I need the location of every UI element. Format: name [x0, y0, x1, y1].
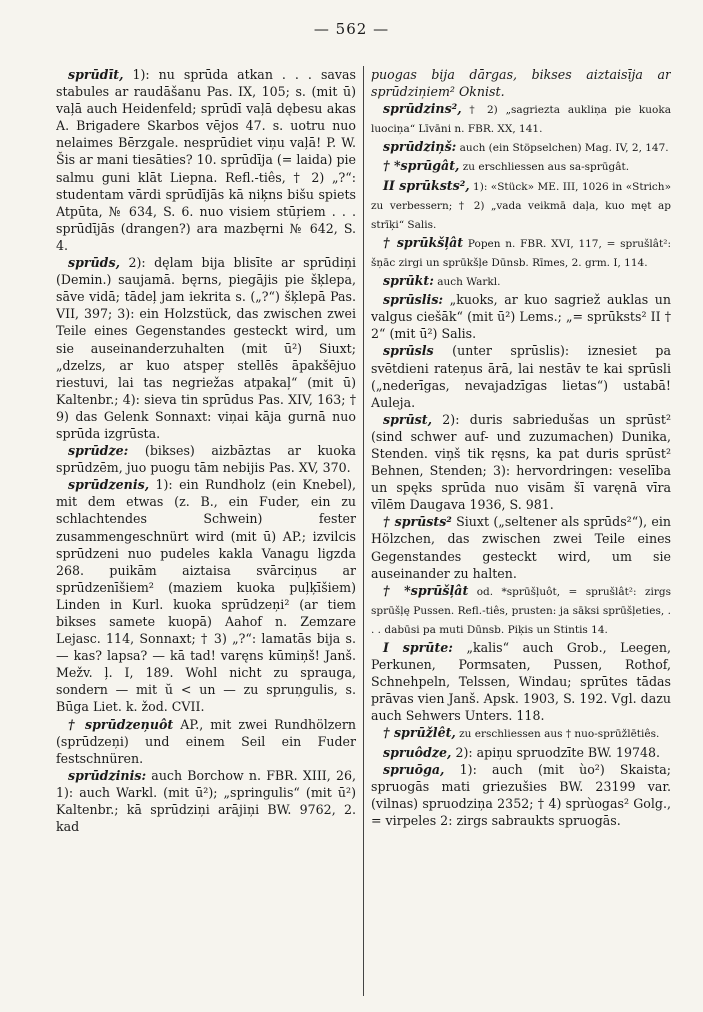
entry-text: 1): nu sprūda atkan . . . savas stabules ar raudāšanu Pas. IX, 105; s. (mit ū) vaļā auch Heidenfeld; sprūdī vaļā dębesu akas A. Brigadere Skarbos vējos 47. s. uotru nuo nelaimes Bērzgale. nesprūdiet viņu vaļā! P. W. Šis ar mani tiesāties? 10. sprūdīja (= laida) pie salmu guni klāt Liepna. Refl.-tiês, † 2) „?“: studentam vārdi sprūdījās kā niķns bišu spiets Atpūta, № 634, S. 6. nuo visiem stūŗiem . . . sprūdījās (drangen?) ara mazbęrni № 642, S. 4.	[56, 67, 356, 253]
headword: spruōga,	[383, 761, 445, 777]
headword: † *sprūšļât	[383, 582, 469, 598]
entry-text: AP., mit zwei Rundhölzern (sprūdzeņi) und einem Seil ein Fuder festschnüren.	[56, 716, 356, 766]
headword: † sprūsts²	[383, 514, 452, 530]
dictionary-entry	[56, 767, 356, 835]
entry-text: „kalis“ auch Grob., Leegen, Perkunen, Pormsaten, Pussen, Rothof, Schnehpeln, Telssen, Windau; sprūtes tādas prāvas vien Janš. Apsk. 1903, S. 192. Vgl. dazu auch Sehwers Unters. 118.	[371, 640, 671, 724]
entry-text: 1): «Stück» ME. III, 1026 in «Strich» zu verbessern; † 2) „vada veikmā daļa, kuo męt ap strīķi“ Salis.	[371, 180, 671, 231]
headword: II sprūksts²,	[383, 177, 470, 193]
dictionary-entry	[371, 582, 671, 639]
entry-text: (bikses) aizbāztas ar kuoka sprūdzēm, juo puogu tām nebijis Pas. XV, 370.	[56, 443, 356, 476]
dictionary-entry	[371, 177, 671, 234]
headword: † *sprūgât,	[383, 158, 460, 174]
entry-text: „kuoks, ar kuo sagriež auklas un valgus ciešāk“ (mit ū²) Lems.; „= sprūksts² II † 2“ (mit ū²) Salis.	[371, 292, 671, 342]
dictionary-entry	[371, 761, 671, 829]
dictionary-entry	[371, 744, 671, 761]
dictionary-entry	[371, 272, 671, 291]
dictionary-entry	[371, 639, 671, 724]
dictionary-entry	[371, 724, 671, 743]
headword: † sprūžlêt,	[383, 725, 456, 741]
headword: sprūdzenis,	[68, 477, 150, 493]
dictionary-entry	[56, 254, 356, 442]
entry-text: zu erschliessen aus † nuo-sprūžlētiês.	[455, 728, 660, 741]
entry-text: † 2) „sagriezta aukliņa pie kuoka luociņa“ Līvāni n. FBR. XX, 141.	[371, 104, 671, 136]
dictionary-entry	[371, 411, 671, 514]
dictionary-entry	[56, 476, 356, 715]
headword: sprūdze:	[68, 443, 129, 459]
entry-text: zu erschliessen aus sa-sprūgât.	[459, 161, 630, 174]
entry-text: 1): ein Rundholz (ein Knebel), mit dem etwas (z. B., ein Fuder, ein zu schlachtendes Schwein) fester zusammengeschnürt wird (mit ū) AP.; izvilcis sprūdzeni nuo pudeles kakla Vanagu ligzda 268. puikām aiztaisa svārciņus ar sprūdzenīšiem² (maziem kuoka puļķīšiem) Linden in Kurl. kuoka sprūdzeņi² (ar tiem bikses samete kuopā) Aahof n. Zemzare Lejasc. 114, Sonnaxt; † 3) „?“: lamatās bija s. — kas? lapsa? — kā tad! varęns kūmiņš! Janš. Mežv. ļ. I, 189. Wohl nicht zu spraugа, sondern — mit ŭ < un — zu spruņgulis, s. Būga Liet. k. žod. CVII.	[56, 477, 356, 715]
headword: sprūst,	[383, 411, 432, 427]
entry-text: auch Borchow n. FBR. XIII, 26, 1): auch Warkl. (mit ū²); „springulis“ (mit ū²) Kaltenbr.; kā sprūdziņi arājiņi BW. 9762, 2. kad	[56, 767, 356, 835]
dictionary-entry	[56, 442, 356, 476]
headword: † sprūdzeņuôt	[68, 716, 174, 732]
dictionary-entry	[371, 138, 671, 157]
entry-text: 1): auch (mit ùo²) Skaista; spruogās mati griezušies BW. 23199 var. (vilnas) spruodziņa 2352; † 4) sprùogas² Golg., = virpeles 2: zirgs sabraukts spruogās.	[371, 761, 671, 828]
entry-text: Siuxt („seltener als sprūds²“), ein Hölzchen, das zwischen zwei Teile eines Gegenstandes gesteckt wird, um sie auseinander zu halten.	[371, 514, 671, 581]
headword: sprūdzinis:	[68, 767, 147, 783]
page-number: — 562 —	[313, 20, 390, 38]
entry-text: (unter sprūslis): iznesiet pa svētdieni rateņus ārā, lai nestāv te kai sprūsli („nederīgas, nevajadzīgas lietas“) ustabā! Auleja.	[371, 343, 671, 410]
dictionary-entry	[371, 100, 671, 138]
headword: sprūslis:	[383, 292, 444, 308]
headword: sprūsls	[383, 343, 434, 359]
entry-text: auch Warkl.	[433, 276, 501, 289]
headword: I sprūte:	[383, 640, 453, 655]
column-divider	[363, 66, 364, 996]
dictionary-entry	[371, 342, 671, 410]
entry-text: 2): apiņu spruodzīte BW. 19748.	[451, 744, 660, 760]
dictionary-entry	[371, 234, 671, 272]
entry-text: Popen n. FBR. XVI, 117, = sprušlât²: šņāc zirgi un sprūkšļe Dūnsb. Rīmes, 2. grm. I, 114.	[371, 237, 671, 269]
dictionary-entry	[371, 291, 671, 342]
right-column	[371, 66, 671, 996]
entry-text: auch (ein Stöpselchen) Mag. IV, 2, 147.	[456, 142, 669, 155]
headword: sprūdziņš:	[383, 139, 457, 155]
dictionary-entry	[56, 716, 356, 767]
headword: sprūkt:	[383, 273, 434, 289]
headword: sprūdzins²,	[383, 101, 462, 117]
dictionary-entry	[371, 513, 671, 581]
dictionary-entry-continuation	[371, 66, 671, 100]
left-column	[56, 66, 356, 996]
headword: spruôdze,	[383, 744, 452, 760]
headword: sprūdīt,	[68, 67, 124, 82]
entry-text: puogas bija dārgas, bikses aiztaisīja ar sprūdziņiem² Oknist.	[371, 67, 671, 100]
entry-text: 2): duris sabriedušas un sprūst² (sind schwer auf- und zuzumachen) Dunika, Stenden. viņš tik ręsns, ka pat duris sprūst² Behnen, Stenden; 3): hervordringen: veselība un spęks sprūda nuo visām šī varęnā vīra vīlēm Daugava 1936, S. 981.	[371, 411, 671, 513]
dictionary-entry	[371, 157, 671, 176]
entry-text: od. *sprūšļuôt, = sprušlât²: zirgs sprūšļę Pussen. Refl.-tiês, prusten: ja sāksi sprūšļeties, . . . dabūsi pa muti Dūnsb. Piķis un Stintis 14.	[371, 585, 671, 636]
dictionary-entry	[56, 66, 356, 254]
headword: sprūds,	[68, 255, 120, 271]
entry-text: 2): dęlam bija blisīte ar sprūdiņi (Demin.) saujamā. bęrns, piegājis pie šķlepa, sāve vidā; tādeļ jam iekrita s. („?“) šķlepā Pas. VII, 397; 3): ein Holzstück, das zwischen zwei Teile eines Gegenstandes gesteckt wird, um sie auseinanderzuhalten (mit ū²) Siuxt; „dzelzs, ar kuo atspeŗ stellēs āpakšējuo riestuvi, lai tas negriežas atpakaļ“ (mit ū) Kaltenbr.; 4): sieva tin sprūdus Pas. XIV, 163; † 9) das Gelenk Sonnaxt: viņai kāja gurnā nuo sprūda izgrūsta.	[56, 255, 356, 441]
headword: † sprūkšļât	[383, 234, 464, 250]
